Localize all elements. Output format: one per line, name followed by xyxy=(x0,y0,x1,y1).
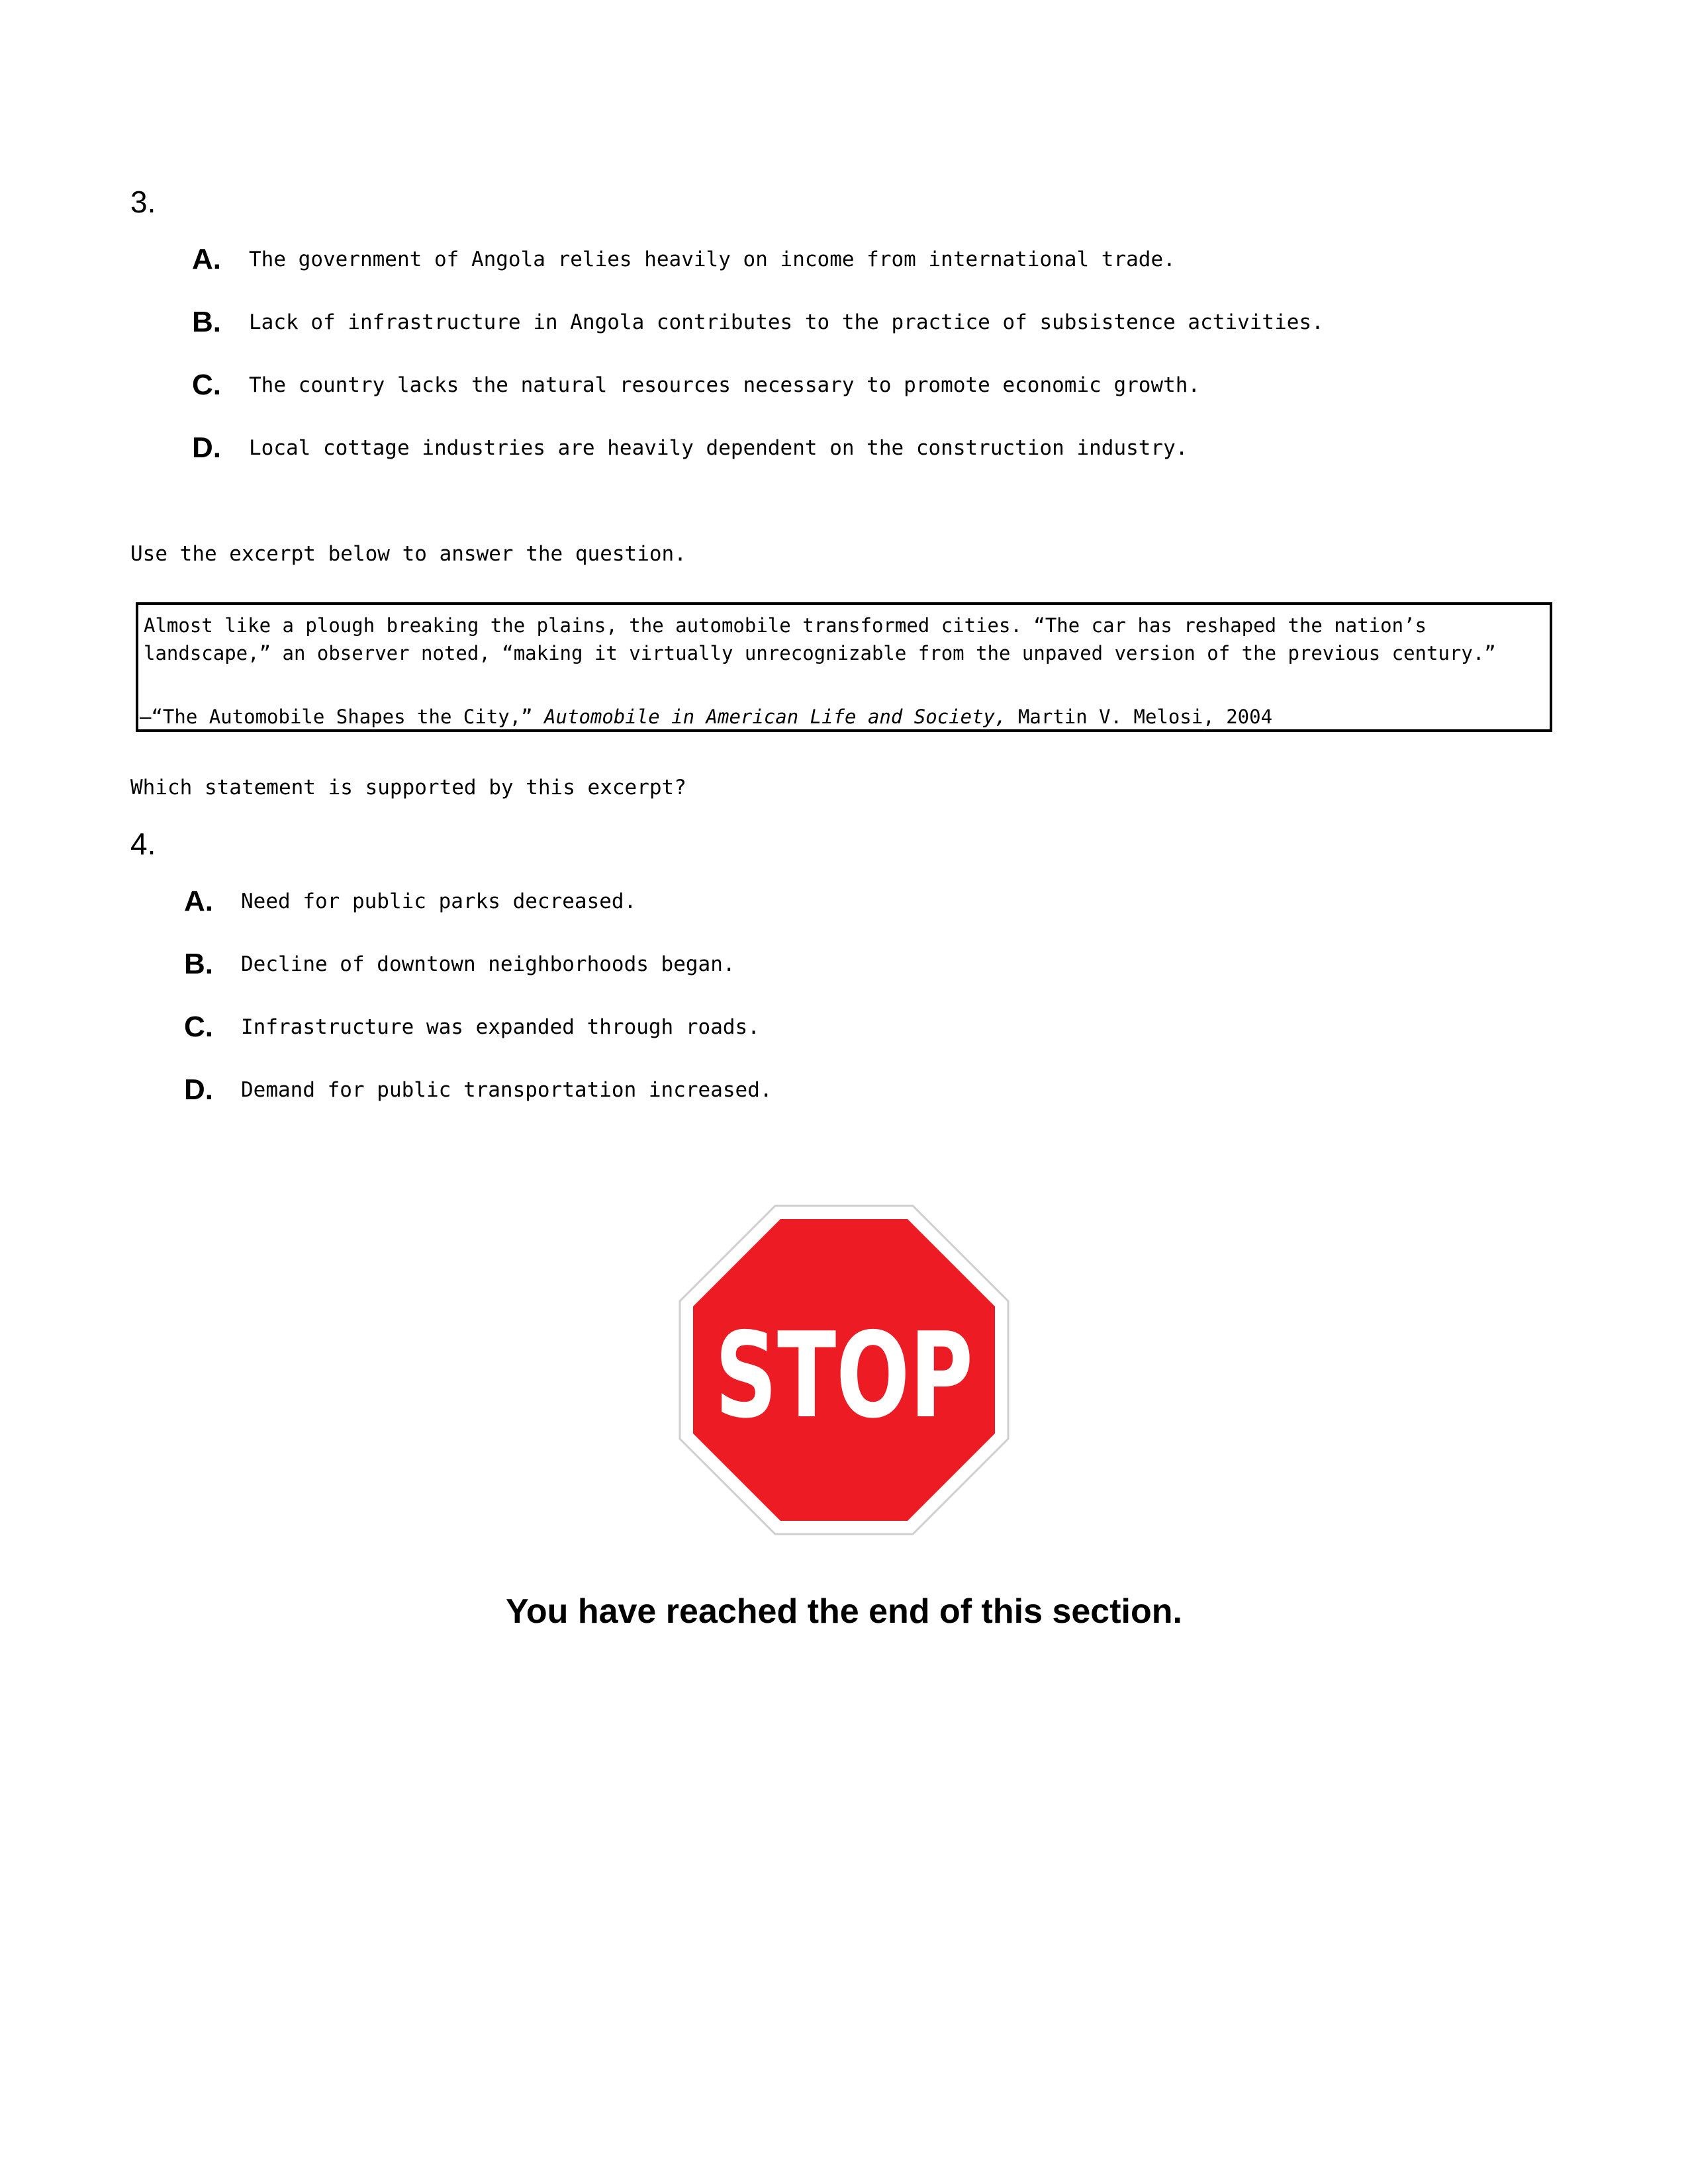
option-letter: C. xyxy=(192,369,221,401)
question-4-prompt: Which statement is supported by this excerpt? xyxy=(130,776,686,799)
excerpt-instruction: Use the excerpt below to answer the question. xyxy=(130,542,686,566)
excerpt-source-prefix: —“The Automobile Shapes the City,” xyxy=(140,705,533,728)
option-letter: C. xyxy=(184,1011,213,1043)
excerpt-line-2: landscape,” an observer noted, “making it virtually unrecognizable from the unpaved version of the previous century.” xyxy=(144,642,1496,664)
excerpt-line-1: Almost like a plough breaking the plains, the automobile transformed cities. “The car has reshaped the nation’s xyxy=(144,614,1427,637)
option-text: Local cottage industries are heavily dependent on the construction industry. xyxy=(249,436,1188,460)
question-3-number: 3. xyxy=(130,185,156,219)
option-letter: A. xyxy=(184,885,213,917)
option-letter: D. xyxy=(184,1073,213,1106)
end-of-section-message: You have reached the end of this section. xyxy=(506,1592,1182,1631)
excerpt-source-suffix: Martin V. Melosi, 2004 xyxy=(1017,705,1273,728)
option-letter: A. xyxy=(192,243,221,275)
excerpt-source-title: Automobile in American Life and Society, xyxy=(544,705,1007,728)
stop-sign-text: STOP xyxy=(715,1307,973,1444)
option-text: Lack of infrastructure in Angola contributes to the practice of subsistence activities. xyxy=(249,310,1324,334)
excerpt-source xyxy=(140,703,1272,731)
option-letter: D. xyxy=(192,432,221,464)
option-text: The government of Angola relies heavily on income from international trade. xyxy=(249,248,1176,271)
option-text: Infrastructure was expanded through roads. xyxy=(241,1015,760,1039)
excerpt-box xyxy=(136,602,1552,732)
option-text: Need for public parks decreased. xyxy=(241,889,637,913)
option-letter: B. xyxy=(192,306,221,338)
option-letter: B. xyxy=(184,948,213,980)
question-4-number: 4. xyxy=(130,827,156,861)
option-text: Decline of downtown neighborhoods began. xyxy=(241,952,735,976)
stop-sign-icon xyxy=(679,1205,1009,1535)
option-text: Demand for public transportation increased. xyxy=(241,1078,773,1102)
option-text: The country lacks the natural resources necessary to promote economic growth. xyxy=(249,373,1201,397)
